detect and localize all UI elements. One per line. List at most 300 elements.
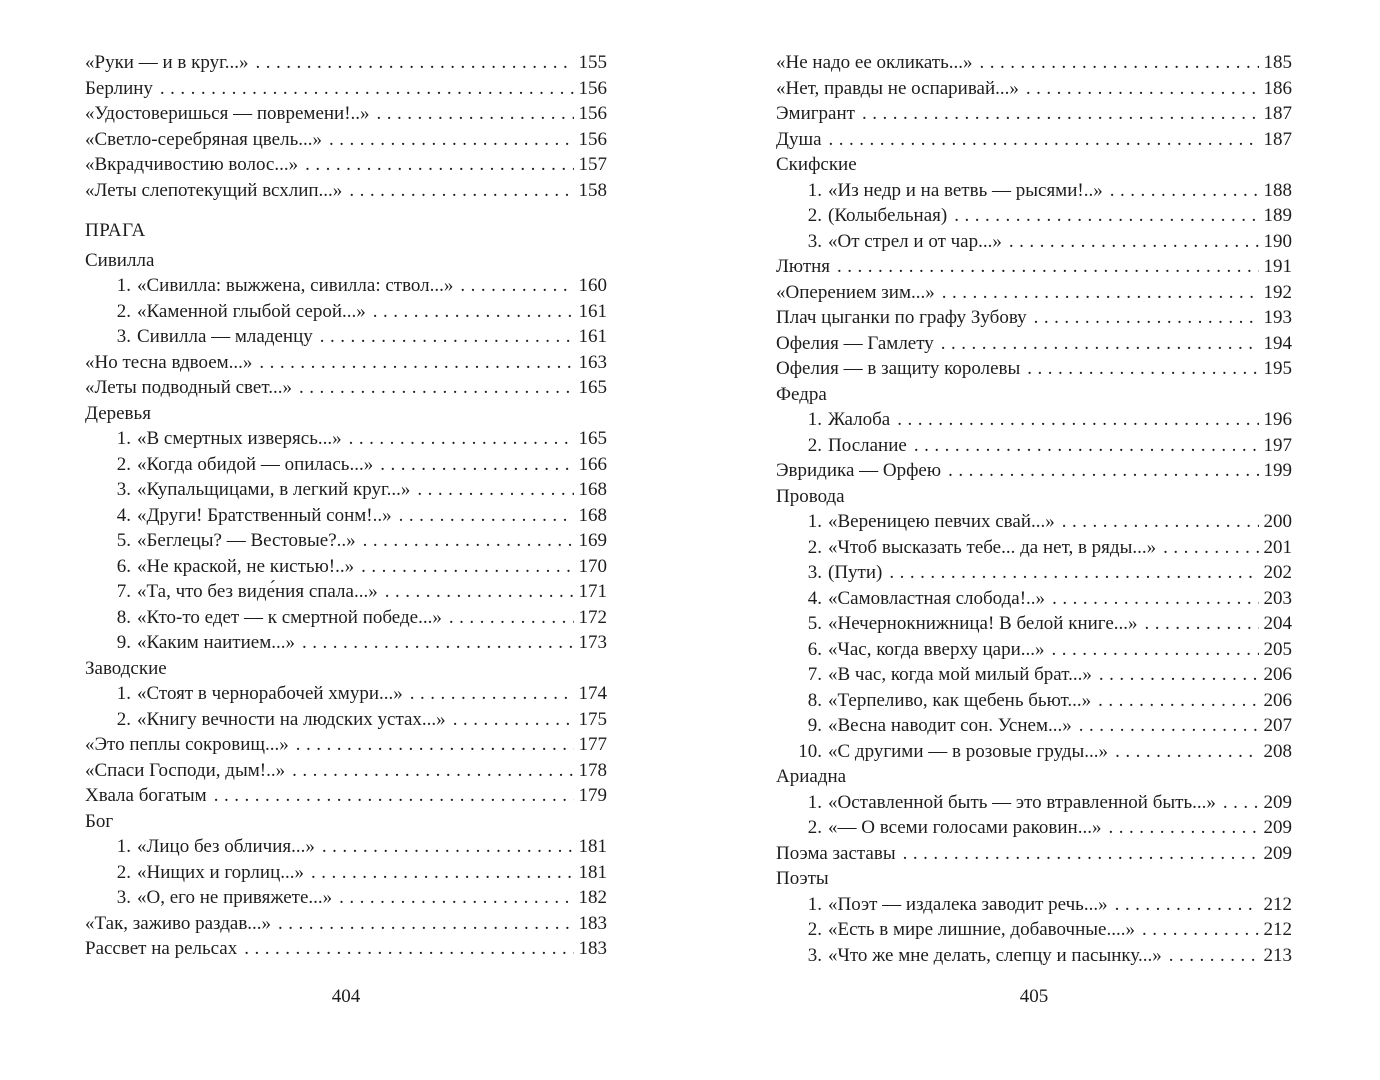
toc-entry xyxy=(85,860,607,886)
entry-page-number: 179 xyxy=(578,785,607,806)
entry-page-number: 209 xyxy=(1263,791,1292,813)
toc-entry xyxy=(85,554,607,580)
toc-entry xyxy=(776,280,1292,306)
entry-page-number: 196 xyxy=(1263,409,1292,430)
page-number-folio-right: 405 xyxy=(1019,986,1049,1007)
dot-leader xyxy=(460,273,573,299)
dot-leader xyxy=(299,375,574,401)
entry-number: 1. xyxy=(116,683,131,704)
entry-title: «Чтоб высказать тебе... да нет, в ряды...» xyxy=(828,536,1157,558)
toc-entry xyxy=(85,273,607,299)
toc-entry xyxy=(776,586,1292,612)
entry-page-number: 190 xyxy=(1263,230,1292,252)
entry-page-number: 168 xyxy=(578,504,607,526)
entry-title: Офелия — Гамлету xyxy=(776,332,934,354)
entry-page-number: 188 xyxy=(1263,179,1292,201)
toc-entry xyxy=(85,579,607,605)
entry-page-number: 161 xyxy=(578,326,607,347)
entry-page-number: 175 xyxy=(578,708,607,730)
dot-leader xyxy=(305,152,573,178)
entry-page-number: 165 xyxy=(578,377,607,398)
entry-number: 5. xyxy=(807,613,822,634)
toc-entry xyxy=(776,433,1292,459)
entry-page-number: 186 xyxy=(1263,77,1292,99)
entry-title: «Так, заживо раздав...» xyxy=(85,912,272,934)
dot-leader xyxy=(1115,739,1258,765)
entry-number: 9. xyxy=(116,632,131,653)
toc-entry xyxy=(85,885,607,911)
toc-group-heading xyxy=(776,382,1292,408)
dot-leader xyxy=(1110,178,1259,204)
dot-leader xyxy=(322,834,574,860)
dot-leader xyxy=(160,76,574,102)
toc-entry xyxy=(776,662,1292,688)
dot-leader xyxy=(1108,815,1258,841)
toc-entry xyxy=(776,841,1292,867)
entry-title: «О, его не привяжете...» xyxy=(137,887,333,908)
entry-title: Ариадна xyxy=(776,766,847,787)
toc-entry xyxy=(85,426,607,452)
entry-title: «Но тесна вдвоем...» xyxy=(85,351,253,373)
toc-entry xyxy=(776,560,1292,586)
dot-leader xyxy=(296,732,574,758)
toc-entry xyxy=(776,178,1292,204)
toc-entry xyxy=(85,732,607,758)
entry-page-number: 193 xyxy=(1263,307,1292,328)
dot-leader xyxy=(1098,688,1258,714)
toc-entry xyxy=(776,254,1292,280)
dot-leader xyxy=(363,528,574,554)
entry-page-number: 213 xyxy=(1263,944,1292,966)
dot-leader xyxy=(320,324,574,350)
toc-entry xyxy=(776,229,1292,255)
entry-number: 1. xyxy=(807,179,822,201)
dot-leader xyxy=(399,503,574,529)
dot-leader xyxy=(1009,229,1259,255)
entry-page-number: 183 xyxy=(578,912,607,934)
entry-page-number: 195 xyxy=(1263,358,1292,379)
entry-title: Провода xyxy=(776,485,845,507)
entry-title: «Удостоверишься — повремени!..» xyxy=(85,103,370,124)
toc-entry xyxy=(85,152,607,178)
entry-number: 1. xyxy=(807,409,822,430)
entry-number: 4. xyxy=(116,504,131,526)
dot-leader xyxy=(256,50,574,76)
entry-number: 1. xyxy=(116,428,131,449)
toc-group-heading xyxy=(85,401,607,427)
dot-leader xyxy=(1052,586,1258,612)
dot-leader xyxy=(329,127,574,153)
entry-title: Федра xyxy=(776,383,827,405)
entry-number: 2. xyxy=(807,817,822,838)
entry-title: «Поэт — издалека заводит речь...» xyxy=(828,893,1108,915)
entry-page-number: 168 xyxy=(578,479,607,500)
entry-page-number: 199 xyxy=(1263,460,1292,481)
entry-page-number: 183 xyxy=(578,938,607,959)
entry-page-number: 161 xyxy=(578,300,607,322)
toc-entry xyxy=(776,76,1292,102)
toc-entry xyxy=(85,936,607,962)
toc-group-heading xyxy=(776,866,1292,892)
entry-title: «Час, когда вверху цари...» xyxy=(828,638,1045,660)
toc-entry xyxy=(776,917,1292,943)
entry-title: «Сивилла: выжжена, сивилла: ствол...» xyxy=(137,275,454,296)
entry-title: «Когда обидой — опилась...» xyxy=(137,453,374,475)
dot-leader xyxy=(1142,917,1259,943)
entry-number: 6. xyxy=(116,555,131,577)
entry-title: Лютня xyxy=(776,256,831,277)
toc-entry xyxy=(85,503,607,529)
entry-title: «Оперением зим...» xyxy=(776,281,935,303)
entry-page-number: 187 xyxy=(1263,103,1292,124)
dot-leader xyxy=(1062,509,1259,535)
entry-number: 2. xyxy=(116,300,131,322)
entry-title: «В смертных изверясь...» xyxy=(137,428,342,449)
toc-entry xyxy=(776,356,1292,382)
entry-page-number: 157 xyxy=(578,154,607,175)
toc-entry xyxy=(85,630,607,656)
dot-leader xyxy=(1052,637,1259,663)
entry-title: «Светло-серебряная цвель...» xyxy=(85,128,322,150)
entry-page-number: 182 xyxy=(578,887,607,908)
toc-entry xyxy=(85,707,607,733)
entry-title: Жалоба xyxy=(828,409,891,430)
entry-title: «Весна наводит сон. Уснем...» xyxy=(828,715,1072,736)
entry-title: «Не краской, не кистью!..» xyxy=(137,555,355,577)
dot-leader xyxy=(914,433,1259,459)
toc-entry xyxy=(85,452,607,478)
entry-number: 3. xyxy=(807,562,822,583)
toc-entry xyxy=(776,407,1292,433)
toc-column-right xyxy=(776,50,1292,968)
entry-title: «От стрел и от чар...» xyxy=(828,230,1002,252)
dot-leader xyxy=(349,426,574,452)
entry-page-number: 212 xyxy=(1263,919,1292,940)
entry-number: 9. xyxy=(807,715,822,736)
entry-title: «Купальщицами, в легкий круг...» xyxy=(137,479,411,500)
toc-entry xyxy=(776,790,1292,816)
entry-page-number: 191 xyxy=(1263,256,1292,277)
toc-entry xyxy=(85,299,607,325)
entry-page-number: 185 xyxy=(1263,52,1292,73)
entry-page-number: 181 xyxy=(578,836,607,857)
entry-title: Скифские xyxy=(776,154,857,175)
dot-leader xyxy=(380,452,573,478)
dot-leader xyxy=(361,554,573,580)
dot-leader xyxy=(278,911,573,937)
entry-title: Сивилла xyxy=(85,249,155,271)
entry-number: 2. xyxy=(807,205,822,226)
toc-entry xyxy=(85,350,607,376)
dot-leader xyxy=(453,707,574,733)
entry-title: «Не надо ее окликать...» xyxy=(776,52,973,73)
toc-entry xyxy=(776,127,1292,153)
entry-title: «Леты слепотекущий всхлип...» xyxy=(85,179,343,201)
entry-title: Эвридика — Орфею xyxy=(776,460,942,481)
toc-entry xyxy=(85,681,607,707)
dot-leader xyxy=(837,254,1258,280)
entry-number: 2. xyxy=(116,453,131,475)
toc-entry xyxy=(776,331,1292,357)
entry-page-number: 181 xyxy=(578,861,607,883)
dot-leader xyxy=(259,350,573,376)
toc-entry xyxy=(776,305,1292,331)
entry-title: Заводские xyxy=(85,657,167,679)
entry-page-number: 173 xyxy=(578,632,607,653)
toc-entry xyxy=(85,605,607,631)
toc-entry xyxy=(776,892,1292,918)
entry-number: 1. xyxy=(807,791,822,813)
entry-number: 1. xyxy=(807,893,822,915)
entry-page-number: 178 xyxy=(578,759,607,781)
toc-entry xyxy=(85,758,607,784)
entry-title: Хвала богатым xyxy=(85,785,207,806)
entry-page-number: 156 xyxy=(578,103,607,124)
entry-page-number: 204 xyxy=(1263,613,1292,634)
dot-leader xyxy=(214,783,574,809)
entry-page-number: 163 xyxy=(578,351,607,373)
entry-page-number: 172 xyxy=(578,606,607,628)
dot-leader xyxy=(377,101,574,127)
dot-leader xyxy=(829,127,1259,153)
entry-page-number: 207 xyxy=(1263,715,1292,736)
entry-page-number: 203 xyxy=(1263,587,1292,609)
entry-title: «Спаси Господи, дым!..» xyxy=(85,759,286,781)
dot-leader xyxy=(897,407,1258,433)
entry-title: Рассвет на рельсах xyxy=(85,938,238,959)
entry-title: Душа xyxy=(776,128,822,150)
toc-entry xyxy=(776,739,1292,765)
toc-entry xyxy=(85,178,607,204)
entry-title: Поэты xyxy=(776,868,829,889)
entry-title: Эмигрант xyxy=(776,103,855,124)
dot-leader xyxy=(1115,892,1259,918)
dot-leader xyxy=(948,458,1258,484)
entry-number: 1. xyxy=(807,511,822,532)
entry-title: Бог xyxy=(85,810,114,832)
entry-title: «Из недр и на ветвь — рысями!..» xyxy=(828,179,1103,201)
entry-page-number: 206 xyxy=(1263,664,1292,685)
entry-page-number: 166 xyxy=(578,453,607,475)
toc-entry xyxy=(776,535,1292,561)
entry-title: «Нет, правды не оспаривай...» xyxy=(776,77,1019,99)
entry-title: «Нечернокнижница! В белой книге...» xyxy=(828,613,1138,634)
entry-title: Плач цыганки по графу Зубову xyxy=(776,307,1027,328)
entry-page-number: 212 xyxy=(1263,893,1292,915)
entry-title: «В час, когда мой милый брат...» xyxy=(828,664,1092,685)
entry-page-number: 206 xyxy=(1263,689,1292,711)
toc-column-left xyxy=(85,50,607,962)
entry-number: 7. xyxy=(116,581,131,602)
entry-title: Поэма заставы xyxy=(776,842,896,864)
entry-page-number: 170 xyxy=(578,555,607,577)
entry-title: «Терпеливо, как щебень бьют...» xyxy=(828,689,1092,711)
dot-leader xyxy=(862,101,1259,127)
entry-number: 3. xyxy=(116,887,131,908)
entry-number: 3. xyxy=(116,479,131,500)
toc-group-heading xyxy=(85,809,607,835)
entry-number: 6. xyxy=(807,638,822,660)
entry-page-number: 200 xyxy=(1263,511,1292,532)
toc-entry xyxy=(85,50,607,76)
dot-leader xyxy=(1099,662,1259,688)
dot-leader xyxy=(292,758,573,784)
entry-number: 7. xyxy=(807,664,822,685)
entry-page-number: 197 xyxy=(1263,434,1292,456)
toc-entry xyxy=(776,509,1292,535)
dot-leader xyxy=(349,178,573,204)
entry-title: «Оставленной быть — это втравленной быть...» xyxy=(828,791,1216,813)
toc-entry xyxy=(776,458,1292,484)
toc-entry xyxy=(85,834,607,860)
toc-entry xyxy=(85,324,607,350)
entry-title: «Книгу вечности на людских устах...» xyxy=(137,708,446,730)
dot-leader xyxy=(903,841,1259,867)
toc-entry xyxy=(776,943,1292,969)
entry-title: «Самовластная слобода!..» xyxy=(828,587,1046,609)
entry-title: (Пути) xyxy=(828,562,883,583)
entry-number: 2. xyxy=(807,434,822,456)
entry-number: 10. xyxy=(798,740,822,762)
entry-number: 1. xyxy=(116,275,131,296)
entry-number: 4. xyxy=(807,587,822,609)
entry-title: (Колыбельная) xyxy=(828,205,948,226)
dot-leader xyxy=(954,203,1258,229)
entry-page-number: 192 xyxy=(1263,281,1292,303)
entry-page-number: 156 xyxy=(578,128,607,150)
toc-group-heading xyxy=(85,248,607,274)
entry-title: «Нищих и горлиц...» xyxy=(137,861,304,883)
entry-title: «Та, что без виде́ния спала...» xyxy=(137,581,378,602)
toc-group-heading xyxy=(85,656,607,682)
entry-title: Деревья xyxy=(85,402,151,424)
entry-title: «Други! Братственный сонм!..» xyxy=(137,504,392,526)
entry-page-number: 201 xyxy=(1263,536,1292,558)
dot-leader xyxy=(1145,611,1259,637)
toc-entry xyxy=(85,101,607,127)
dot-leader xyxy=(311,860,574,886)
dot-leader xyxy=(244,936,573,962)
page-number-folio-left: 404 xyxy=(331,986,361,1007)
entry-title: «Руки — и в круг...» xyxy=(85,52,249,73)
entry-title: «Стоят в чернорабочей хмури...» xyxy=(137,683,403,704)
entry-number: 2. xyxy=(807,919,822,940)
toc-entry xyxy=(776,815,1292,841)
entry-number: 5. xyxy=(116,530,131,551)
entry-title: «Вереницею певчих свай...» xyxy=(828,511,1055,532)
entry-page-number: 160 xyxy=(578,275,607,296)
entry-page-number: 209 xyxy=(1263,817,1292,838)
entry-page-number: 177 xyxy=(578,734,607,755)
toc-section-heading xyxy=(85,218,607,244)
entry-page-number: 155 xyxy=(578,52,607,73)
entry-page-number: 158 xyxy=(578,179,607,201)
entry-title: «Беглецы? — Вестовые?..» xyxy=(137,530,356,551)
entry-title: «Лицо без обличия...» xyxy=(137,836,315,857)
dot-leader xyxy=(1223,790,1259,816)
entry-number: 3. xyxy=(807,944,822,966)
entry-number: 2. xyxy=(116,708,131,730)
dot-leader xyxy=(373,299,574,325)
dot-leader xyxy=(302,630,574,656)
toc-group-heading xyxy=(776,764,1292,790)
toc-entry xyxy=(776,637,1292,663)
entry-title: «Что же мне делать, слепцу и пасынку...» xyxy=(828,944,1162,966)
toc-entry xyxy=(776,50,1292,76)
entry-title: «Кто-то едет — к смертной победе...» xyxy=(137,606,442,628)
entry-title: «Леты подводный свет...» xyxy=(85,377,292,398)
entry-title: Послание xyxy=(828,434,907,456)
entry-number: 3. xyxy=(807,230,822,252)
entry-page-number: 202 xyxy=(1263,562,1292,583)
entry-title: «Каким наитием...» xyxy=(137,632,295,653)
dot-leader xyxy=(410,681,574,707)
entry-page-number: 205 xyxy=(1263,638,1292,660)
entry-page-number: 209 xyxy=(1263,842,1292,864)
dot-leader xyxy=(417,477,573,503)
entry-number: 3. xyxy=(116,326,131,347)
entry-number: 2. xyxy=(116,861,131,883)
entry-page-number: 189 xyxy=(1263,205,1292,226)
toc-entry xyxy=(776,611,1292,637)
entry-title: Офелия — в защиту королевы xyxy=(776,358,1021,379)
toc-entry xyxy=(85,528,607,554)
entry-number: 8. xyxy=(807,689,822,711)
dot-leader xyxy=(980,50,1259,76)
dot-leader xyxy=(1034,305,1259,331)
toc-group-heading xyxy=(776,484,1292,510)
entry-page-number: 156 xyxy=(578,77,607,99)
entry-page-number: 208 xyxy=(1263,740,1292,762)
toc-entry xyxy=(85,911,607,937)
dot-leader xyxy=(449,605,574,631)
toc-group-heading xyxy=(776,152,1292,178)
entry-title: «Это пеплы сокровищ...» xyxy=(85,734,289,755)
dot-leader xyxy=(1027,356,1258,382)
entry-page-number: 171 xyxy=(578,581,607,602)
entry-page-number: 169 xyxy=(578,530,607,551)
entry-page-number: 194 xyxy=(1263,332,1292,354)
entry-title: «Есть в мире лишние, добавочные....» xyxy=(828,919,1135,940)
toc-entry xyxy=(776,101,1292,127)
entry-title: Сивилла — младенцу xyxy=(137,326,313,347)
toc-entry xyxy=(776,203,1292,229)
entry-title: «Вкрадчивостию волос...» xyxy=(85,154,299,175)
toc-entry xyxy=(85,127,607,153)
entry-number: 2. xyxy=(807,536,822,558)
dot-leader xyxy=(889,560,1258,586)
toc-entry xyxy=(85,783,607,809)
toc-entry xyxy=(776,713,1292,739)
toc-entry xyxy=(85,76,607,102)
entry-title: «— О всеми голосами раковин...» xyxy=(828,817,1102,838)
toc-entry xyxy=(85,477,607,503)
entry-number: 8. xyxy=(116,606,131,628)
entry-page-number: 187 xyxy=(1263,128,1292,150)
dot-leader xyxy=(942,280,1259,306)
entry-title: «Каменной глыбой серой...» xyxy=(137,300,366,322)
dot-leader xyxy=(1026,76,1259,102)
toc-entry xyxy=(776,688,1292,714)
dot-leader xyxy=(385,579,574,605)
dot-leader xyxy=(1169,943,1259,969)
entry-title: ПРАГА xyxy=(85,220,146,241)
entry-page-number: 165 xyxy=(578,428,607,449)
entry-title: «С другими — в розовые груды...» xyxy=(828,740,1109,762)
toc-entry xyxy=(85,375,607,401)
dot-leader xyxy=(1163,535,1258,561)
entry-page-number: 174 xyxy=(578,683,607,704)
